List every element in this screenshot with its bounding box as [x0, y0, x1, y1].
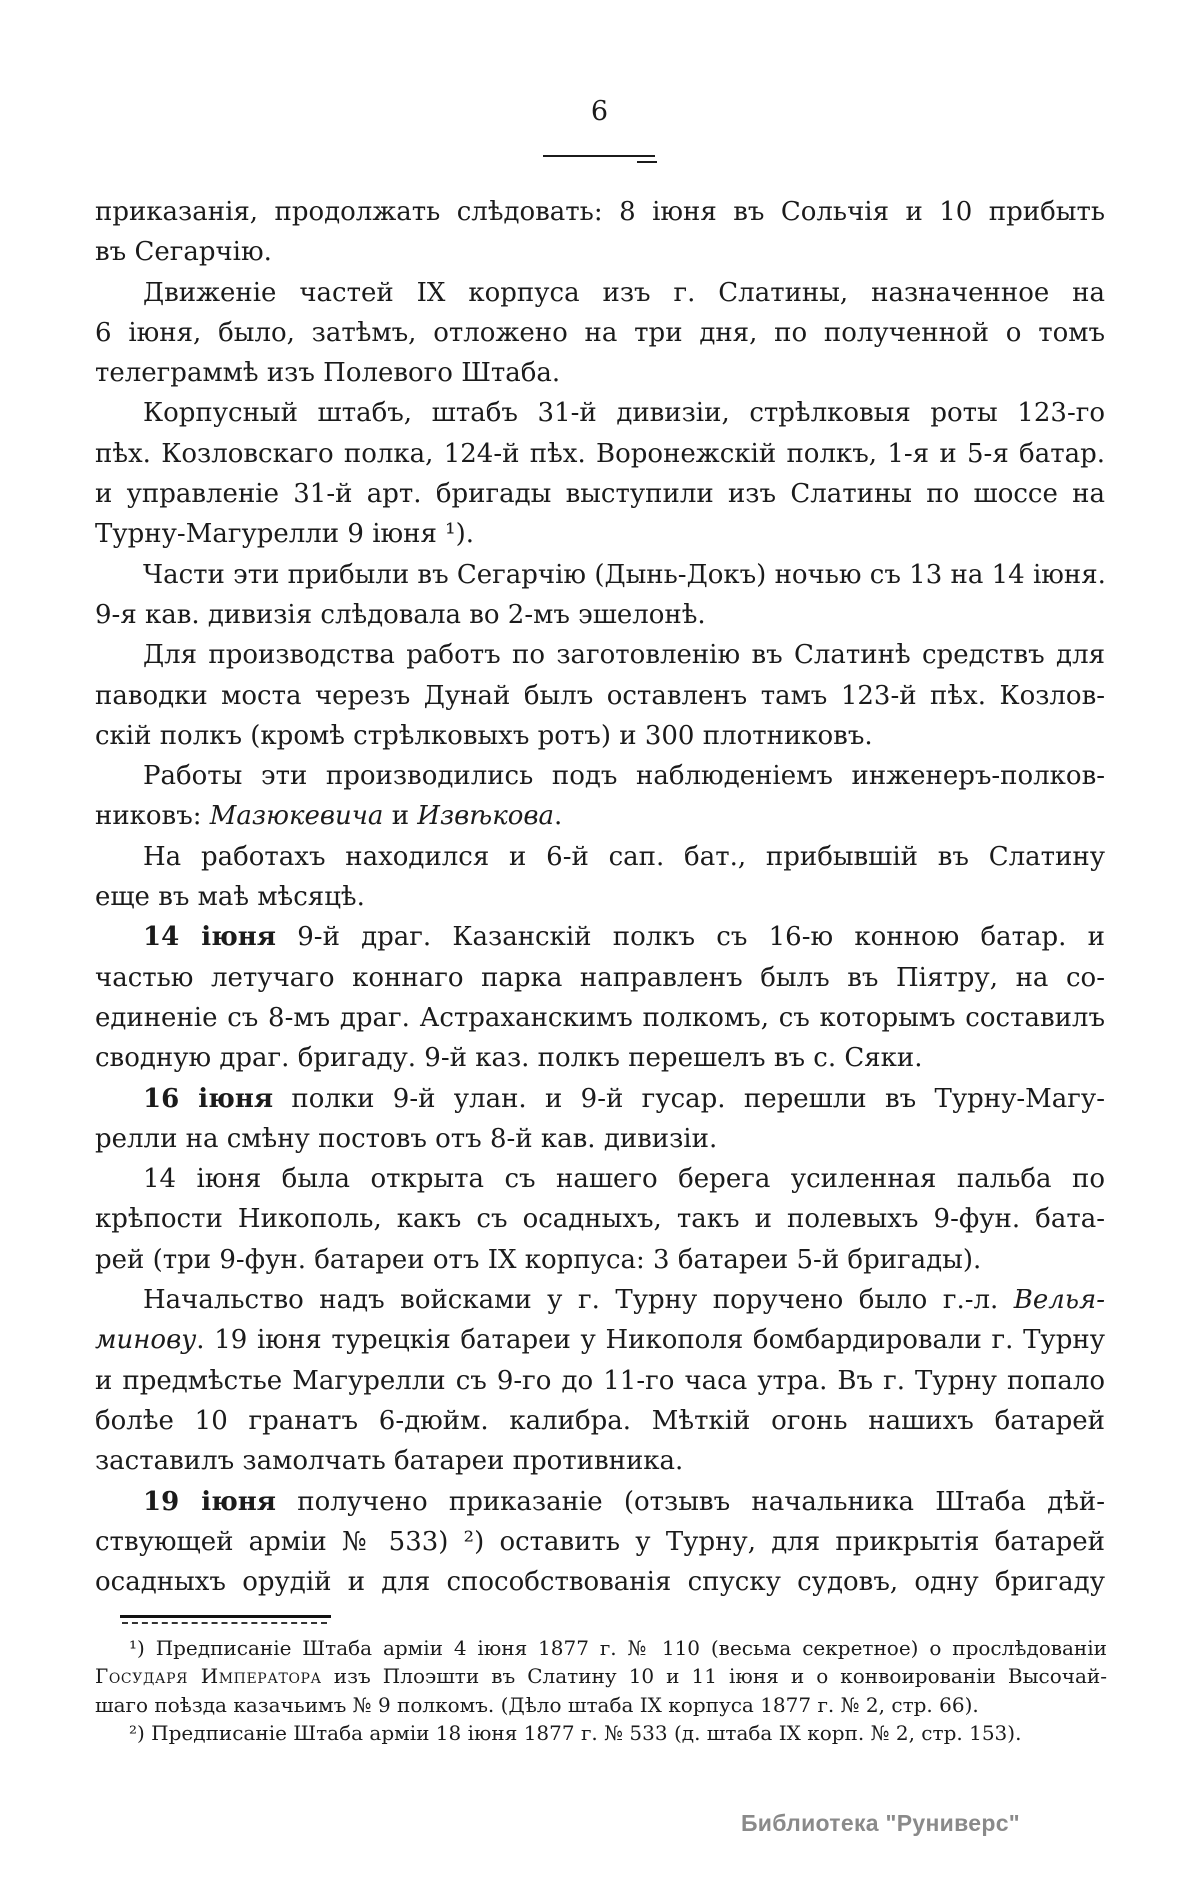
text-segment: осадныхъ орудій и для способствованія спуску судовъ, одну бригаду — [95, 1567, 1105, 1598]
text-segment: паводки моста черезъ Дунай былъ оставленъ тамъ 123-й пѣх. Козлов- — [95, 680, 1105, 711]
text-line — [95, 756, 1105, 796]
text-segment: релли на смѣну постовъ отъ 8-й кав. дивизіи. — [95, 1123, 718, 1154]
text-segment: и предмѣстье Магурелли съ 9-го до 11-го часа утра. Въ г. Турну попало — [95, 1365, 1105, 1396]
text-segment: крѣпости Никополь, какъ съ осадныхъ, такъ и полевыхъ 9-фун. бата- — [95, 1204, 1105, 1235]
text-line — [95, 1482, 1105, 1522]
text-segment: частью летучаго коннаго парка направленъ былъ въ Піятру, на со- — [95, 962, 1105, 993]
page-number-rule — [543, 155, 655, 157]
text-line — [95, 1662, 1107, 1690]
text-line — [95, 555, 1105, 595]
text-segment: шаго поѣзда казачьимъ № 9 полкомъ. (Дѣло штаба IX корпуса 1877 г. № 2, стр. 66). — [95, 1692, 979, 1717]
text-line — [95, 313, 1105, 353]
text-segment: ствующей арміи № 533) ²) оставить у Турну, для прикрытія батарей — [95, 1526, 1105, 1557]
text-segment: 9-й драг. Казанскій полкъ съ 16-ю конною батар. и — [276, 922, 1105, 953]
text-line — [95, 998, 1105, 1038]
text-segment: 14 іюня была открыта съ нашего берега усиленная пальба по — [143, 1164, 1105, 1195]
text-line — [95, 1038, 1105, 1078]
text-segment: пѣх. Козловскаго полка, 124-й пѣх. Воронежскій полкъ, 1-я и 5-я батар. — [95, 438, 1105, 469]
paragraph — [95, 1482, 1105, 1603]
text-segment: рей (три 9-фун. батареи отъ IX корпуса: 3 батареи 5-й бригады). — [95, 1244, 982, 1275]
text-line — [95, 1441, 1105, 1481]
text-line — [95, 716, 1105, 756]
text-segment: 9-я кав. дивизія слѣдовала во 2-мъ эшелонѣ. — [95, 599, 706, 630]
text-segment: единеніе съ 8-мъ драг. Астраханскимъ полкомъ, съ которымъ составилъ — [95, 1002, 1105, 1033]
body-text — [95, 192, 1105, 1602]
text-line — [95, 796, 1105, 836]
italic-text: Велья- — [1013, 1285, 1105, 1316]
text-line — [95, 232, 1105, 272]
text-segment: Для производства работъ по заготовленію въ Слатинѣ средствъ для — [143, 640, 1105, 671]
footnote — [95, 1719, 1107, 1747]
text-line — [95, 434, 1105, 474]
paragraph — [95, 917, 1105, 1078]
paragraph — [95, 192, 1105, 273]
bold-text: 14 іюня — [143, 922, 276, 953]
text-segment: и — [383, 801, 418, 832]
text-segment: Движеніе частей IX корпуса изъ г. Слатины, назначенное на — [143, 277, 1105, 308]
footnote-separator-dash — [122, 1622, 327, 1624]
text-line — [95, 1320, 1105, 1360]
text-line — [95, 877, 1105, 917]
paragraph — [95, 393, 1105, 554]
text-line — [95, 192, 1105, 232]
text-line — [95, 1199, 1105, 1239]
text-segment: На работахъ находился и 6-й сап. бат., прибывшій въ Слатину — [143, 841, 1105, 872]
paragraph — [95, 756, 1105, 837]
text-segment: Части эти прибыли въ Сегарчію (Дынь-Докъ) ночью съ 13 на 14 іюня. — [143, 559, 1106, 590]
paragraph — [95, 635, 1105, 756]
text-segment: сводную драг. бригаду. 9-й каз. полкъ перешелъ въ с. Сяки. — [95, 1043, 923, 1074]
text-line — [95, 635, 1105, 675]
text-line — [95, 917, 1105, 957]
footnote-separator — [120, 1615, 331, 1618]
paragraph — [95, 1280, 1105, 1481]
smallcaps-text: Государя Императора — [95, 1664, 322, 1689]
bold-text: 16 іюня — [143, 1083, 274, 1114]
text-line — [95, 1522, 1105, 1562]
text-segment: Начальство надъ войсками у г. Турну поручено было г.-л. — [143, 1285, 1014, 1316]
text-line — [95, 1240, 1105, 1280]
text-line — [95, 393, 1105, 433]
page-number-rule-dash — [637, 161, 657, 163]
text-segment: скій полкъ (кромѣ стрѣлковыхъ ротъ) и 300 плотниковъ. — [95, 720, 873, 751]
text-line — [95, 1401, 1105, 1441]
text-segment: приказанія, продолжать слѣдовать: 8 іюня въ Сольчія и 10 прибыть — [95, 197, 1105, 227]
text-segment: Работы эти производились подъ наблюденіемъ инженеръ-полков- — [143, 761, 1105, 792]
paragraph — [95, 837, 1105, 918]
italic-text: минову — [95, 1325, 197, 1356]
text-segment: и управленіе 31-й арт. бригады выступили изъ Слатины по шоссе на — [95, 479, 1105, 510]
text-line — [95, 353, 1105, 393]
paragraph — [95, 555, 1105, 636]
text-segment: 6 іюня, было, затѣмъ, отложено на три дня, по полученной о томъ — [95, 317, 1105, 348]
text-line — [95, 474, 1105, 514]
text-line — [95, 676, 1105, 716]
text-segment: телеграммѣ изъ Полевого Штаба. — [95, 358, 561, 389]
watermark: Библиотека "Руниверс" — [740, 1810, 1020, 1836]
text-segment: ¹) Предписаніе Штаба арміи 4 іюня 1877 г. № 110 (весьма секретное) о прослѣдованіи — [129, 1636, 1107, 1660]
text-line — [95, 1119, 1105, 1159]
paragraph — [95, 1079, 1105, 1160]
text-line — [95, 1634, 1107, 1662]
text-segment: изъ Плоэшти въ Слатину 10 и 11 іюня и о конвоированіи Высочай- — [321, 1664, 1107, 1689]
text-segment: никовъ: — [95, 801, 210, 832]
bold-text: 19 іюня — [143, 1486, 276, 1517]
text-segment: получено приказаніе (отзывъ начальника Штаба дѣй- — [276, 1486, 1105, 1517]
footnotes — [95, 1634, 1107, 1748]
text-line — [95, 1562, 1105, 1602]
text-line — [95, 514, 1105, 554]
text-line — [95, 1159, 1105, 1199]
text-segment: . — [554, 801, 563, 832]
italic-text: Мазюкевича — [209, 801, 384, 832]
text-segment: заставилъ замолчать батареи противника. — [95, 1446, 684, 1477]
text-line — [95, 837, 1105, 877]
italic-text: Извѣкова — [417, 801, 555, 832]
paragraph — [95, 273, 1105, 394]
text-segment: Корпусный штабъ, штабъ 31-й дивизіи, стрѣлковыя роты 123-го — [143, 398, 1105, 429]
text-segment: въ Сегарчію. — [95, 237, 272, 268]
page-number: 6 — [590, 96, 610, 127]
text-line — [95, 1361, 1105, 1401]
text-line — [95, 958, 1105, 998]
text-line — [95, 273, 1105, 313]
paragraph — [95, 1159, 1105, 1280]
text-segment: болѣе 10 гранатъ 6-дюйм. калибра. Мѣткій огонь нашихъ батарей — [95, 1405, 1105, 1436]
footnote — [95, 1634, 1107, 1719]
text-line — [95, 595, 1105, 635]
text-line — [95, 1079, 1105, 1119]
text-line — [95, 1691, 1107, 1719]
text-segment: полки 9-й улан. и 9-й гусар. перешли въ Турну-Магу- — [273, 1083, 1105, 1114]
text-segment: еще въ маѣ мѣсяцѣ. — [95, 882, 365, 913]
text-line — [95, 1280, 1105, 1320]
text-segment: ²) Предписаніе Штаба арміи 18 іюня 1877 г. № 533 (д. штаба IX корп. № 2, стр. 153). — [129, 1721, 1022, 1746]
text-segment: Турну-Магурелли 9 іюня ¹). — [95, 519, 474, 550]
text-segment: . 19 іюня турецкія батареи у Никополя бомбардировали г. Турну — [196, 1325, 1105, 1356]
text-line — [95, 1719, 1107, 1747]
